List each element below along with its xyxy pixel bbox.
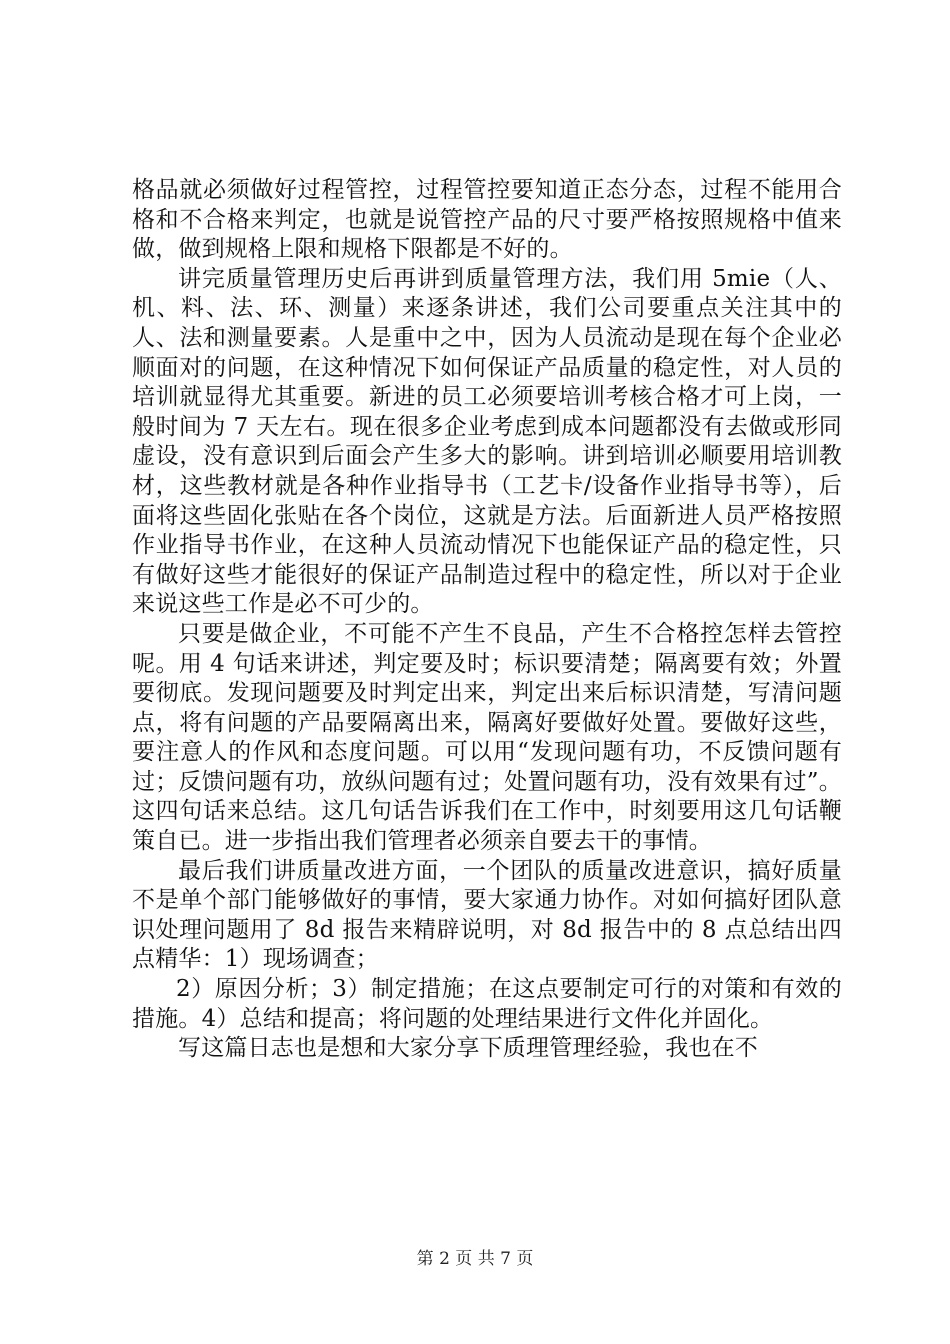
paragraph-8d-steps: 2）原因分析；3）制定措施；在这点要制定可行的对策和有效的措施。4）总结和提高；将问题的处理结果进行文件化并固化。 xyxy=(132,976,842,1032)
paragraph-closing: 写这篇日志也是想和大家分享下质理管理经验，我也在不 xyxy=(178,1035,758,1062)
document-body xyxy=(132,176,842,1064)
paragraph-quality-improvement: 最后我们讲质量改进方面，一个团队的质量改进意识，搞好质量不是单个部门能够做好的事情，要大家通力协作。对如何搞好团队意识处理问题用了 8d 报告来精辟说明，对 8d 报告中的 8 点总结出四点精华：1）现场调查； xyxy=(132,857,842,973)
paragraph-nonconforming-control: 只要是做企业，不可能不产生不良品，产生不合格控怎样去管控呢。用 4 句话来讲述，判定要及时；标识要清楚；隔离要有效；外置要彻底。发现问题要及时判定出来，判定出来后标识清楚，写清问题点，将有问题的产品要隔离出来，隔离好要做好处置。要做好这些，要注意人的作风和态度问题。可以用“发现问题有功，不反馈问题有过；反馈问题有功，放纵问题有过；处置问题有功，没有效果有过”。这四句话来总结。这几句话告诉我们在工作中，时刻要用这几句话鞭策自已。进一步指出我们管理者必须亲自要去干的事情。 xyxy=(132,620,842,855)
paragraph-quality-methods: 讲完质量管理历史后再讲到质量管理方法，我们用 5mie（人、机、料、法、环、测量）来逐条讲述，我们公司要重点关注其中的人、法和测量要素。人是重中之中，因为人员流动是现在每个企业必顺面对的问题，在这种情况下如何保证产品质量的稳定性，对人员的培训就显得尤其重要。新进的员工必须要培训考核合格才可上岗，一般时间为 7 天左右。现在很多企业考虑到成本问题都没有去做或形同虚设，没有意识到后面会产生多大的影响。讲到培训必顺要用培训教材，这些教材就是各种作业指导书（工艺卡/设备作业指导书等），后面将这些固化张贴在各个岗位，这就是方法。后面新进人员严格按照作业指导书作业，在这种人员流动情况下也能保证产品的稳定性，只有做好这些才能很好的保证产品制造过程中的稳定性，所以对于企业来说这些工作是必不可少的。 xyxy=(132,265,842,618)
paragraph-continuation: 格品就必须做好过程管控，过程管控要知道正态分态，过程不能用合格和不合格来判定，也就是说管控产品的尺寸要严格按照规格中值来做，做到规格上限和规格下限都是不好的。 xyxy=(132,177,842,263)
page-footer: 第 2 页 共 7 页 xyxy=(416,1249,534,1269)
